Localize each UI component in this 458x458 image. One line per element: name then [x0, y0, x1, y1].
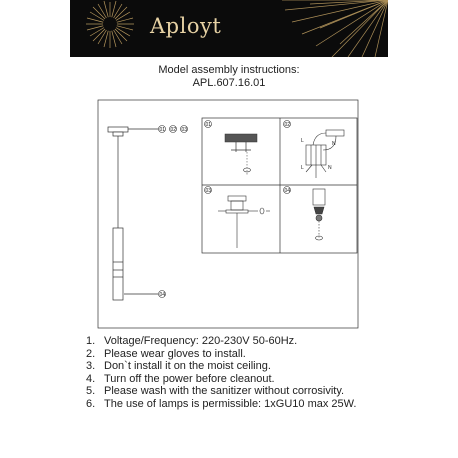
instruction-item: 3. Don`t install it on the moist ceiling. [86, 360, 271, 373]
instructions-list [86, 335, 356, 411]
panel-label-04: 04 [284, 188, 291, 194]
instruction-item: 5. Please wash with the sanitizer without corrosivity. [86, 385, 345, 398]
panel-label-01: 01 [205, 122, 212, 128]
instruction-item: 2. Please wear gloves to install. [86, 347, 246, 360]
brand-logo: Aployt [150, 14, 222, 38]
lamp-body [113, 228, 123, 300]
panel-label-02: 02 [284, 122, 291, 128]
callout-04: 04 [159, 292, 166, 298]
panel-01-drawing [225, 134, 257, 175]
instruction-item: 4. Turn off the power before cleanout. [86, 372, 275, 385]
wire-label-l-top: L [301, 138, 304, 144]
panel-03-drawing [218, 196, 270, 248]
callout-01: 01 [159, 127, 166, 133]
model-number: APL.607.16.01 [192, 77, 266, 89]
wire-label-l-bottom: L [301, 165, 304, 171]
panel-label-03: 03 [205, 188, 212, 194]
ceiling-canopy [108, 127, 128, 132]
document-title: Model assembly instructions: [158, 64, 300, 76]
panel-04-drawing [313, 189, 325, 240]
wire-label-n-top: N [332, 141, 336, 147]
panel-02-drawing [306, 130, 344, 178]
instruction-item: 1. Voltage/Frequency: 220-230V 50-60Hz. [86, 335, 298, 347]
wire-label-n-bottom: N [328, 165, 332, 171]
callout-02: 02 [170, 127, 177, 133]
callout-03: 03 [181, 127, 188, 133]
instruction-item: 6. The use of lamps is permissible: 1xGU10 max 25W. [86, 397, 357, 410]
